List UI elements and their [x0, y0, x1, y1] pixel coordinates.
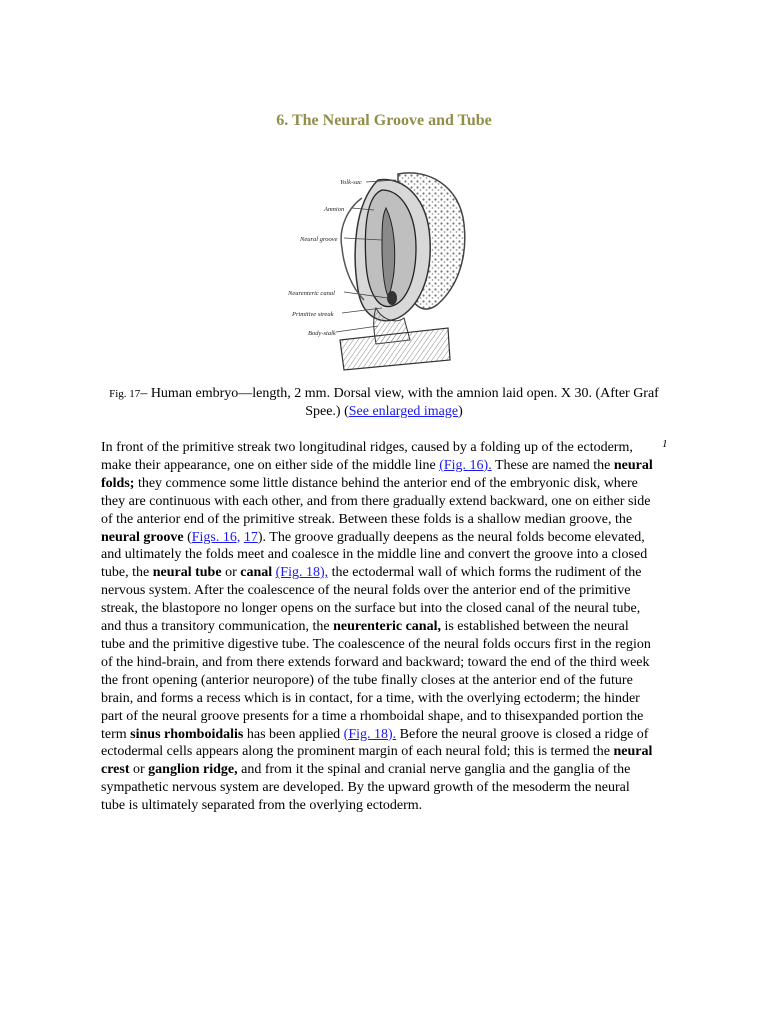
term-neurenteric-canal: neurenteric canal,	[333, 619, 441, 635]
fig-17-link[interactable]: 17	[243, 529, 258, 545]
term-ganglion-ridge: ganglion ridge,	[148, 762, 238, 778]
term-neural-tube: neural tube	[152, 565, 222, 581]
neurenteric-canal-shape	[387, 291, 397, 305]
label-neurenteric-canal: Neurenteric canal	[288, 290, 335, 297]
chorion-base-shape	[340, 328, 450, 370]
label-neural-groove: Neural groove	[300, 236, 338, 243]
text-segment: and from it the spinal and cranial nerve ganglia and the ganglia of the sympathetic nervous system are developed. By the upward growth of the mesoderm the neural tube is ultimately separated from the overlying ectoderm.	[101, 762, 631, 814]
embryo-illustration	[278, 168, 472, 374]
text-segment: has been applied	[243, 726, 344, 742]
text-segment: the ectodermal wall of which forms the rudiment of the nervous system. After the coalescence of the neural folds over the anterior end of the primitive streak, the blastopore no longer opens on the surface but into the closed canal of the neural tube, and thus a transitory communication, the	[101, 565, 642, 635]
text-segment: or	[129, 762, 149, 778]
label-body-stalk: Body-stalk	[308, 330, 336, 337]
text-segment: is established between the neural tube and the primitive digestive tube. The coalescence of the neural folds occurs first in the region of the hind-brain, and from there extends forward and backward; toward the end of the third week the front opening (anterior neuropore) of the tube finally closes at the anterior end of the future brain, and forms a recess which is in contact, for a time, with the overlying ectoderm; the hinder part of the neural groove presents for a time a rhomboidal shape, and to thisexpanded portion the term	[101, 619, 651, 742]
term-neural-groove: neural groove	[101, 529, 184, 545]
text-segment: These are named the	[491, 457, 614, 473]
caption-text: – Human embryo—length, 2 mm. Dorsal view, with the amnion laid open. X 30. (After Graf Spee.) (	[140, 386, 659, 419]
term-neural-crest: neural crest	[101, 744, 653, 778]
label-yolk-sac: Yolk-sac	[340, 179, 362, 186]
caption-end: )	[458, 404, 463, 419]
paragraph-number: 1	[662, 438, 668, 450]
label-primitive-streak: Primitive streak	[292, 311, 334, 318]
label-amnion: Amnion	[324, 206, 345, 213]
text-segment: In front of the primitive streak two longitudinal ridges, caused by a folding up of the ectoderm, make their appearance, one on either side of the middle line	[101, 440, 633, 473]
figure-caption	[100, 385, 668, 421]
text-segment: they commence some little distance behind the anterior end of the embryonic disk, where they are continuous with each other, and from there gradually extend backward, one on either side of the anterior end of the primitive streak. Between these folds is a shallow median groove, the	[101, 475, 651, 527]
fig-18-link[interactable]: (Fig. 18),	[275, 565, 329, 581]
section-heading: 6. The Neural Groove and Tube	[276, 112, 492, 129]
embryo-drawing	[278, 168, 472, 374]
text-segment: (	[183, 529, 192, 545]
text-segment: or	[221, 565, 241, 581]
text-segment: Before the neural groove is closed a ridge of ectodermal cells appears along the prominent margin of each neural fold; this is termed the	[101, 726, 649, 760]
figure-label: Fig. 17	[109, 388, 141, 400]
figs-16-link[interactable]: Figs. 16,	[191, 529, 241, 545]
term-sinus-rhomboidalis: sinus rhomboidalis	[130, 726, 244, 742]
fig-18-link-2[interactable]: (Fig. 18).	[343, 726, 397, 742]
fig-16-link[interactable]: (Fig. 16).	[439, 457, 492, 473]
body-paragraph	[101, 439, 653, 815]
term-neural-folds: neural folds;	[101, 457, 653, 491]
text-segment: ). The groove gradually deepens as the neural folds become elevated, and ultimately the folds meet and coalesce in the middle line and convert the groove into a closed tube, the	[101, 529, 648, 581]
term-canal: canal	[240, 565, 273, 581]
enlarged-image-link[interactable]: See enlarged image	[348, 404, 459, 419]
